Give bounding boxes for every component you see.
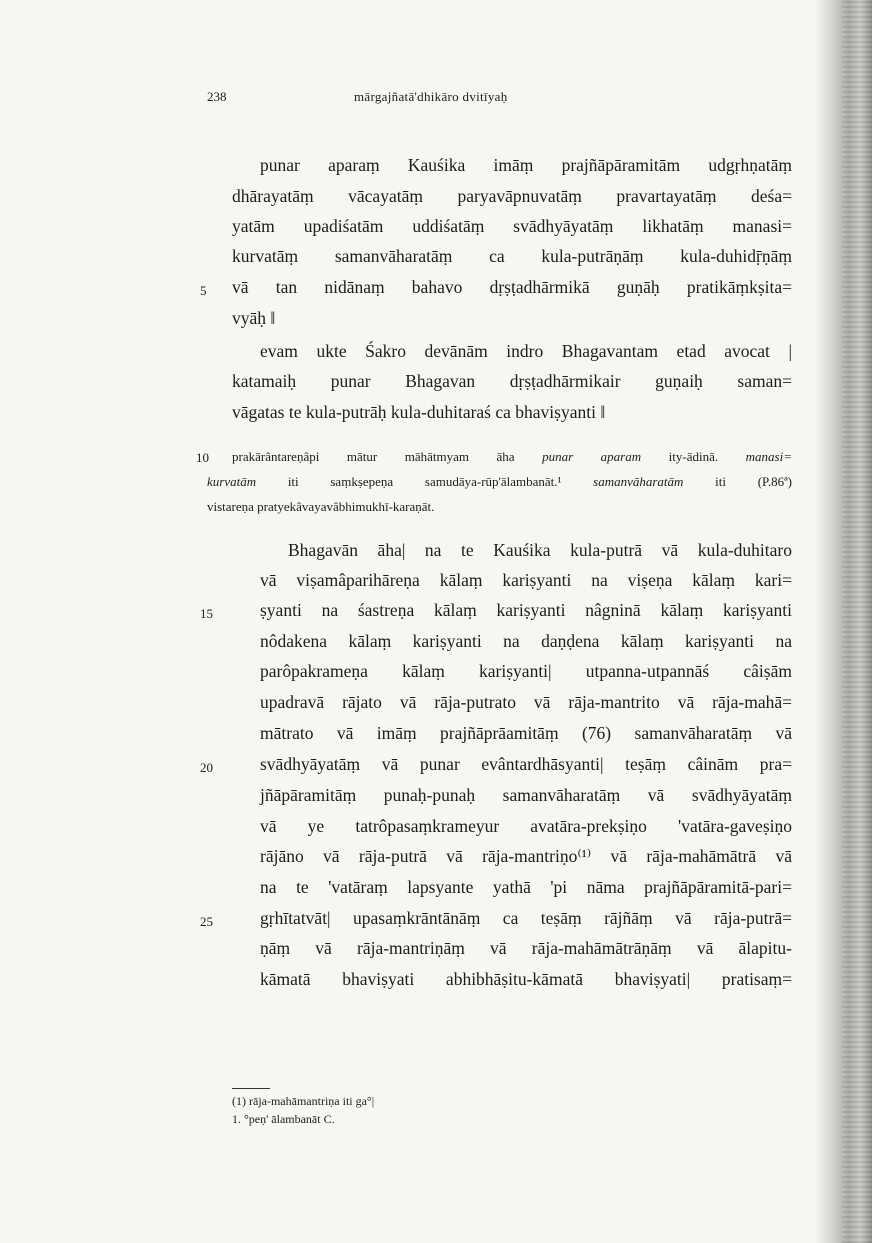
text-line: vā tan nidānaṃ bahavo dṛṣṭadhārmikā guṇāḥ pratikāṃkṣita= [232, 277, 792, 297]
text-line: upadravā rājato vā rāja-putrato vā rāja-mantrito vā rāja-mahā= [260, 692, 792, 712]
text-line: dhārayatāṃ vācayatāṃ paryavāpnuvatāṃ pravartayatāṃ deśa= [232, 186, 792, 206]
line-number: 20 [200, 760, 213, 775]
commentary-lemma: kurvatām [207, 474, 257, 489]
text-line: vā ye tatrôpasaṃkrameyur avatāra-prekṣiṇo 'vatāra-gaveṣiṇo [260, 816, 792, 836]
text-line: evam ukte Śakro devānām indro Bhagavantam etad avocat | [260, 341, 792, 361]
text-line: vā viṣamâparihāreṇa kālaṃ kariṣyanti na viṣeṇa kālaṃ kari= [260, 570, 792, 590]
text-line: katamaiḥ punar Bhagavan dṛṣṭadhārmikair guṇaiḥ saman= [232, 371, 792, 391]
commentary-lemma: samanvāharatām [593, 474, 684, 489]
running-title: mārgajñatā'dhikāro dvitīyaḥ [354, 89, 508, 104]
line-number: 15 [200, 606, 213, 621]
text-line: ṇāṃ vā rāja-mantriṇāṃ vā rāja-mahāmātrāṇāṃ vā ālapitu- [260, 938, 792, 958]
text-line: ṣyanti na śastreṇa kālaṃ kariṣyanti nâgninā kālaṃ kariṣyanti [260, 600, 792, 620]
footnote: (1) rāja-mahāmantriṇa iti ga°| [232, 1094, 375, 1108]
text-line: kāmatā bhaviṣyati abhibhāṣitu-kāmatā bhaviṣyati| pratisaṃ= [260, 969, 792, 989]
commentary-lemma: punar aparam [542, 449, 642, 464]
commentary-text: ity-ādinā. [641, 449, 746, 464]
line-number: 25 [200, 914, 213, 929]
commentary-line-1 [232, 448, 792, 466]
text-line: Bhagavān āha| na te Kauśika kula-putrā vā kula-duhitaro [288, 540, 792, 560]
text-line: punar aparaṃ Kauśika imāṃ prajñāpāramitām udgṛhṇatāṃ [260, 155, 792, 175]
text-line: gṛhītatvāt| upasaṃkrāntānāṃ ca teṣāṃ rājñāṃ vā rāja-putrā= [260, 908, 792, 928]
commentary-lemma: manasi= [745, 449, 792, 464]
text-line: svādhyāyatāṃ vā punar evântardhāsyanti| teṣāṃ câinām pra= [260, 754, 792, 774]
text-line: vāgatas te kula-putrāḥ kula-duhitaraś ca bhaviṣyanti ‖ [232, 402, 606, 422]
commentary-line-3: vistareṇa pratyekâvayavâbhimukhī-karaṇāt. [207, 499, 435, 514]
text-line: nôdakena kālaṃ kariṣyanti na daṇḍena kālaṃ kariṣyanti na [260, 631, 792, 651]
text-line: yatām upadiśatām uddiśatāṃ svādhyāyatāṃ likhatāṃ manasi= [232, 216, 792, 236]
text-line: rājāno vā rāja-putrā vā rāja-mantriṇo⁽¹⁾ vā rāja-mahāmātrā vā [260, 846, 792, 866]
line-number: 5 [200, 283, 207, 298]
text-line: jñāpāramitāṃ punaḥ-punaḥ samanvāharatāṃ vā svādhyāyatāṃ [260, 785, 792, 805]
text-line: mātrato vā imāṃ prajñāprāamitāṃ (76) samanvāharatāṃ vā [260, 723, 792, 743]
commentary-line-2 [207, 473, 792, 491]
line-number: 10 [196, 450, 209, 465]
commentary-text: prakārântareṇâpi mātur māhātmyam āha [232, 449, 543, 464]
footnote: 1. °peṇ' ālambanāt C. [232, 1112, 335, 1126]
scan-edge-texture [842, 0, 872, 1243]
text-line: na te 'vatāraṃ lapsyante yathā 'pi nāma prajñāpāramitā-pari= [260, 877, 792, 897]
text-line: parôpakrameṇa kālaṃ kariṣyanti| utpanna-utpannāś câiṣām [260, 661, 792, 681]
commentary-text: iti (P.86ª) [683, 474, 792, 489]
page-number: 238 [207, 89, 227, 104]
commentary-text: iti saṃkṣepeṇa samudāya-rūp'ālambanāt.¹ [256, 474, 594, 489]
footnote-divider [232, 1088, 270, 1089]
text-line: vyāḥ ‖ [232, 308, 276, 328]
text-line: kurvatāṃ samanvāharatāṃ ca kula-putrāṇāṃ kula-duhidṝṇāṃ [232, 246, 792, 266]
